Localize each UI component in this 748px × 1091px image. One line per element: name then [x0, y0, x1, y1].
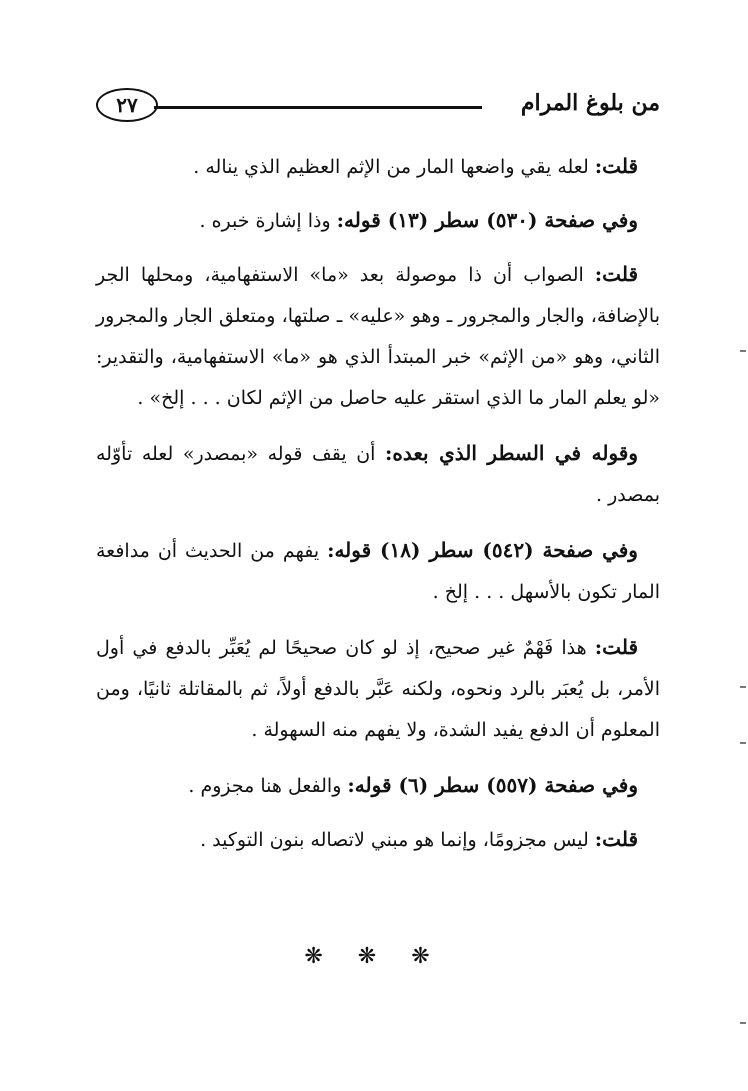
page-edge-mark — [740, 1022, 746, 1024]
page-number: ٢٧ — [96, 88, 158, 122]
paragraph-lead: وفي صفحة (٥٥٧) سطر (٦) قوله: — [347, 773, 638, 797]
paragraph — [96, 146, 660, 188]
paragraph-text: والفعل هنا مجزوم . — [188, 775, 348, 797]
paragraph-lead: قلت: — [594, 827, 638, 851]
paragraph-lead: قلت: — [594, 262, 638, 286]
paragraph — [96, 765, 660, 807]
section-ornament: ❋ ❋ ❋ — [304, 944, 444, 969]
paragraph-text: لعله يقي واضعها المار من الإثم العظيم الذي يناله . — [193, 156, 595, 178]
paragraph-text: هذا فَهْمٌ غير صحيح، إذ لو كان صحيحًا لم يُعَبِّر بالدفع في أول الأمر، بل يُعبَر بالرد ونحوه، ولكنه عَبَّر بالدفع أولاً، ثم بالمقاتلة ثانيًا، ومن المعلوم أن الدفع يفيد الشدة، ولا يفهم منه السهولة . — [96, 637, 660, 741]
paragraph — [96, 200, 660, 242]
paragraph-lead: وفي صفحة (٥٤٢) سطر (١٨) قوله: — [327, 538, 638, 562]
paragraph-lead: قلت: — [594, 635, 638, 659]
paragraph — [96, 530, 660, 613]
page-body — [96, 146, 660, 873]
header-rule — [154, 106, 482, 109]
paragraph — [96, 433, 660, 516]
page-header — [96, 84, 660, 128]
paragraph — [96, 254, 660, 419]
paragraph-text: الصواب أن ذا موصولة بعد «ما» الاستفهامية، ومحلها الجر بالإضافة، والجار والمجرور ـ وهو «عليه» ـ صلتها، ومتعلق الجار والمجرور الثاني، وهو «من الإثم» خبر المبتدأ الذي هو «ما» الاستفهامية، والتقدير: «لو يعلم المار ما الذي استقر عليه حاصل من الإثم لكان . . . إلخ» . — [96, 264, 660, 409]
paragraph — [96, 627, 660, 751]
paragraph-text: أن يقف قوله «بمصدر» لعله تأوّله بمصدر . — [96, 443, 660, 506]
paragraph — [96, 819, 660, 861]
paragraph-text: وذا إشارة خبره . — [199, 210, 337, 232]
paragraph-lead: وقوله في السطر الذي بعده: — [385, 441, 638, 465]
page-edge-mark — [740, 742, 746, 744]
paragraph-lead: قلت: — [594, 154, 638, 178]
paragraph-text: ليس مجزومًا، وإنما هو مبني لاتصاله بنون التوكيد . — [200, 829, 595, 851]
page-edge-mark — [740, 686, 746, 688]
running-title: من بلوغ المرام — [520, 90, 660, 116]
paragraph-lead: وفي صفحة (٥٣٠) سطر (١٣) قوله: — [336, 208, 638, 232]
page-edge-mark — [740, 350, 746, 352]
paragraph-text: يفهم من الحديث أن مدافعة المار تكون بالأسهل . . . إلخ . — [96, 540, 660, 603]
